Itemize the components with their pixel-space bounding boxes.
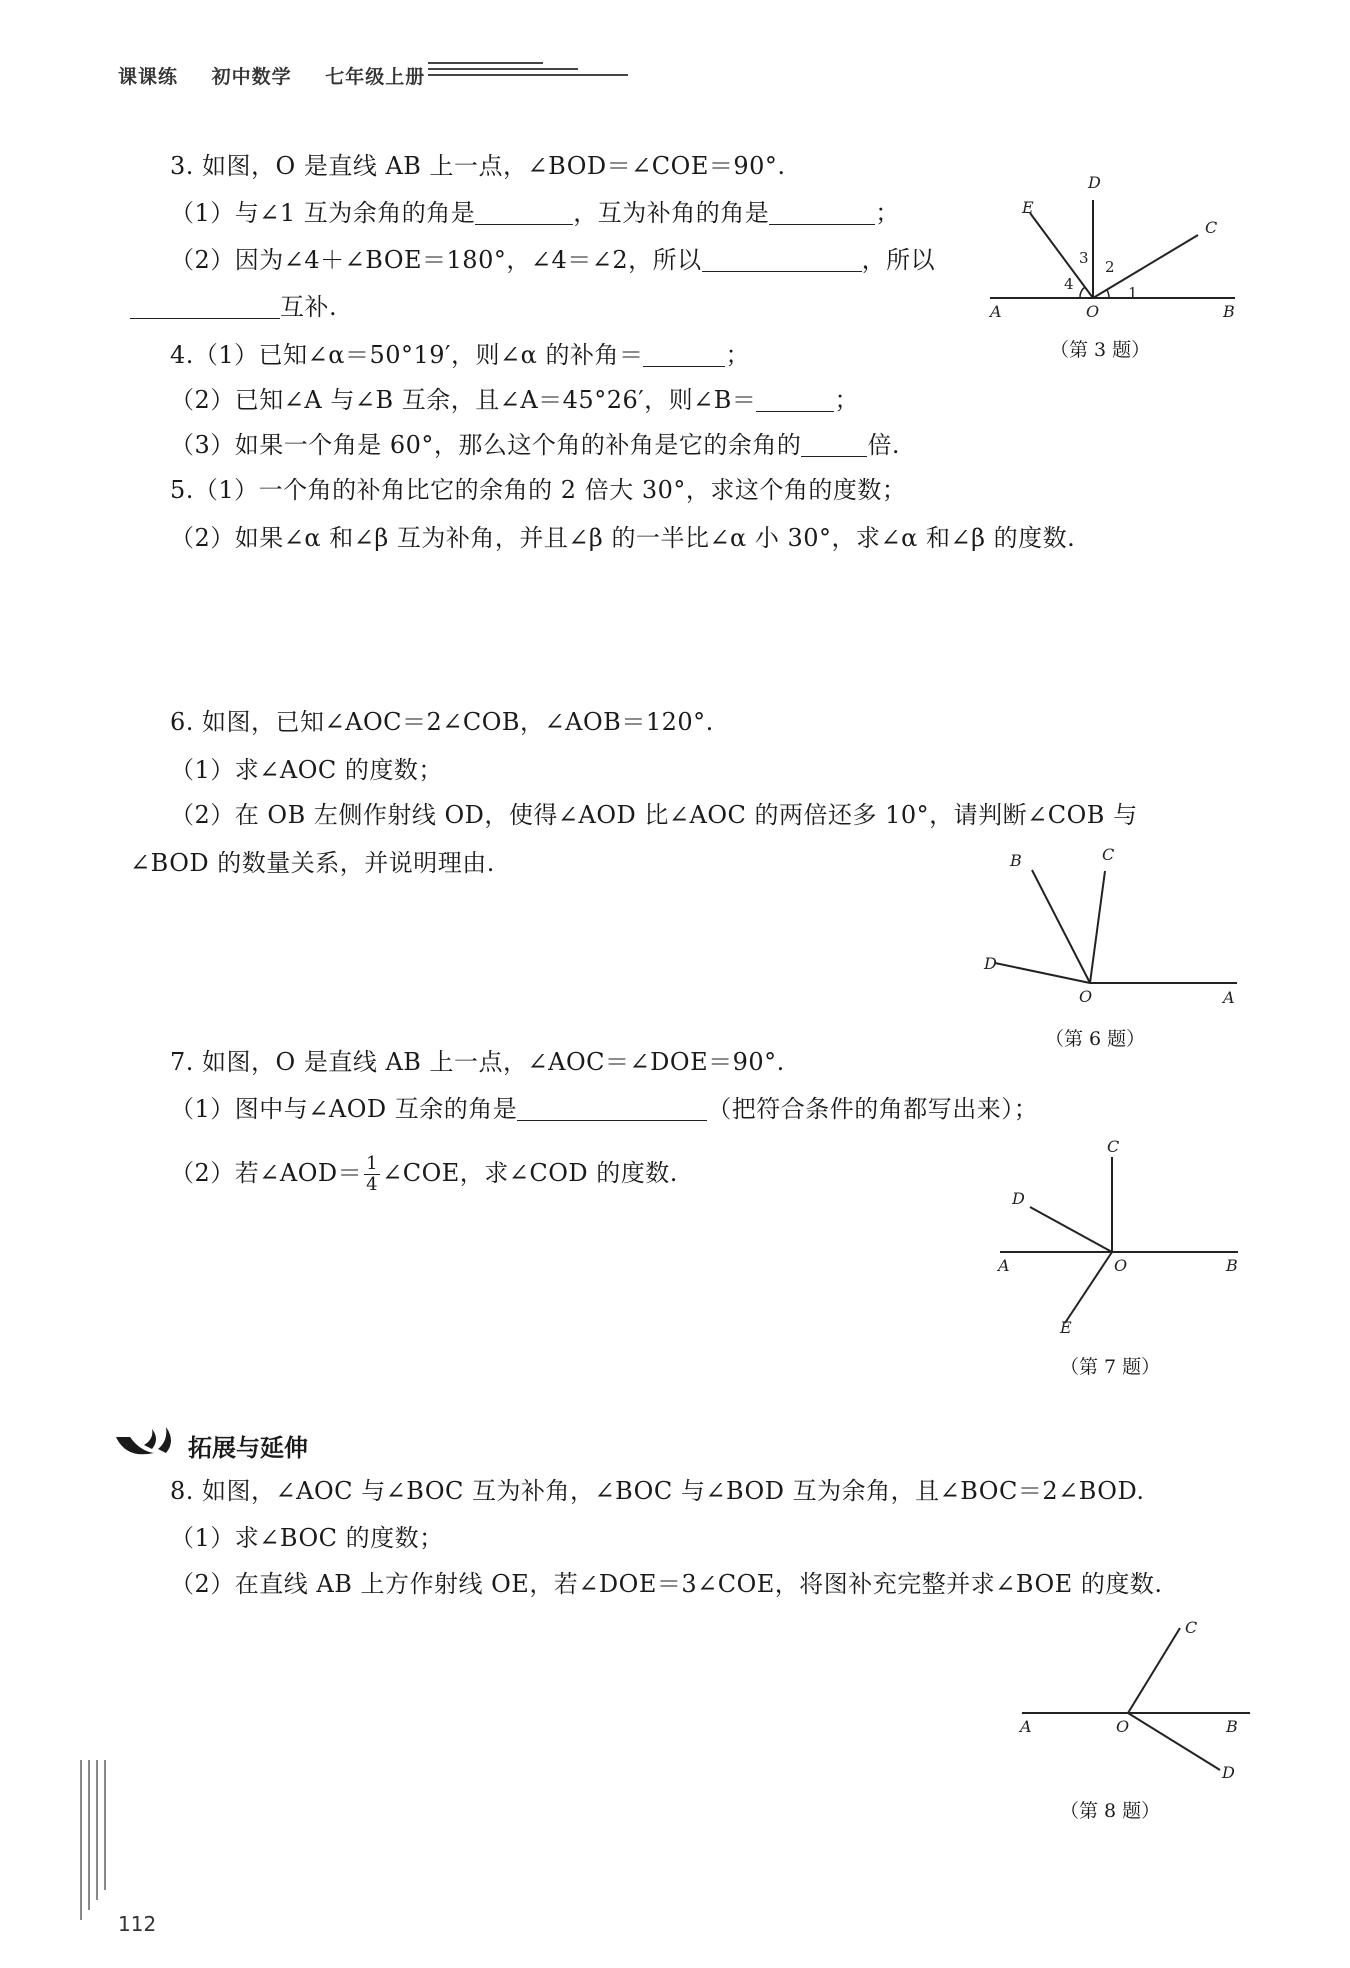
header-rule	[428, 62, 628, 86]
q7-blank-1[interactable]	[517, 1098, 707, 1121]
q3-blank-2[interactable]	[769, 202, 875, 225]
q8-caption: （第 8 题）	[1060, 1800, 1161, 1822]
q3-figure	[980, 165, 1250, 325]
q8-label-o: O	[1116, 1717, 1130, 1736]
q3-label-b: B	[1223, 302, 1235, 321]
q3-blank-3[interactable]	[702, 249, 862, 272]
book-subject: 初中数学	[211, 66, 292, 88]
q4-part2-b: ；	[834, 386, 859, 414]
q8-label-d: D	[1222, 1763, 1235, 1782]
q4-blank-3[interactable]	[801, 434, 867, 457]
q4-part1-b: ；	[725, 341, 750, 369]
q3-angle-3: 3	[1079, 249, 1089, 267]
q6-ray-od	[995, 963, 1090, 983]
q7-fraction-den: 4	[366, 1174, 379, 1195]
q3-part2-a: （2）因为∠4＋∠BOE＝180°，∠4＝∠2，所以	[170, 246, 702, 274]
q7-label-b: B	[1226, 1256, 1238, 1275]
book-title: 课课练	[118, 66, 179, 88]
book-header	[118, 62, 451, 89]
q3-part1-b: ，互为补角的角是	[573, 199, 770, 227]
q3-angle-4: 4	[1064, 275, 1074, 293]
q6-label-a: A	[1223, 988, 1235, 1007]
q3-label-e: E	[1022, 198, 1034, 217]
q3-blank-4[interactable]	[130, 296, 280, 319]
q3-part2-cont	[130, 291, 337, 323]
q4-part3	[170, 429, 900, 461]
q7-part2-a: （2）若∠AOD＝	[170, 1159, 363, 1187]
q3-stem: 3. 如图，O 是直线 AB 上一点，∠BOD＝∠COE＝90°.	[170, 152, 786, 180]
q8-ray-od	[1128, 1713, 1220, 1770]
q4-blank-2[interactable]	[756, 389, 834, 412]
q3-blank-1[interactable]	[475, 202, 573, 225]
q5-part1: 5.（1）一个角的补角比它的余角的 2 倍大 30°，求这个角的度数；	[170, 476, 907, 504]
q7-fraction	[364, 1154, 380, 1195]
q7-figure	[990, 1135, 1250, 1340]
q3-part2-b: ，所以	[861, 246, 936, 274]
q7-label-d: D	[1012, 1189, 1025, 1208]
page-number: 112	[118, 1912, 157, 1936]
q4-part2-a: （2）已知∠A 与∠B 互余，且∠A＝45°26′，则∠B＝	[170, 386, 757, 414]
q3-angle-1: 1	[1128, 284, 1138, 302]
q3-part1-a: （1）与∠1 互为余角的角是	[170, 199, 476, 227]
q7-part1-b: （把符合条件的角都写出来）；	[707, 1095, 1039, 1123]
q7-part1-a: （1）图中与∠AOD 互余的角是	[170, 1095, 518, 1123]
q7-label-e: E	[1060, 1318, 1072, 1337]
q6-label-c: C	[1102, 845, 1115, 864]
q8-stem: 8. 如图，∠AOC 与∠BOC 互为补角，∠BOC 与∠BOD 互为余角，且∠BOC＝2∠BOD.	[170, 1477, 1145, 1505]
q5-part2: （2）如果∠α 和∠β 互为补角，并且∠β 的一半比∠α 小 30°，求∠α 和∠β 的度数.	[170, 524, 1076, 552]
section-logo-icon	[110, 1423, 186, 1463]
q7-part2	[170, 1154, 678, 1195]
q4-part1-a: 4.（1）已知∠α＝50°19′，则∠α 的补角＝	[170, 341, 644, 369]
q6-label-o: O	[1079, 987, 1093, 1006]
q6-stem: 6. 如图，已知∠AOC＝2∠COB，∠AOB＝120°.	[170, 708, 714, 736]
q4-part3-a: （3）如果一个角是 60°，那么这个角的补角是它的余角的	[170, 431, 802, 459]
q4-part3-b: 倍.	[867, 431, 901, 459]
q8-part2: （2）在直线 AB 上方作射线 OE，若∠DOE＝3∠COE，将图补充完整并求∠BOE 的度数.	[170, 1570, 1163, 1598]
q8-figure	[1010, 1610, 1260, 1790]
q6-figure	[975, 845, 1245, 1015]
q6-part2: （2）在 OB 左侧作射线 OD，使得∠AOD 比∠AOC 的两倍还多 10°，请判断∠COB 与	[170, 801, 1138, 829]
book-grade: 七年级上册	[325, 66, 426, 88]
q6-caption: （第 6 题）	[1045, 1028, 1146, 1050]
q4-part2	[170, 384, 859, 416]
q4-part1	[170, 339, 750, 371]
q3-part1	[170, 197, 900, 229]
q7-label-o: O	[1114, 1256, 1128, 1275]
section-title: 拓展与延伸	[188, 1434, 308, 1462]
q3-part2	[170, 244, 935, 276]
q8-label-a: A	[1020, 1717, 1032, 1736]
q7-ray-oe	[1065, 1252, 1112, 1323]
q8-label-b: B	[1226, 1717, 1238, 1736]
q8-part1: （1）求∠BOC 的度数；	[170, 1524, 444, 1552]
q3-arc-4	[1080, 287, 1085, 298]
q7-part1	[170, 1093, 1038, 1125]
q3-caption: （第 3 题）	[1050, 339, 1151, 361]
q6-part2-cont: ∠BOD 的数量关系，并说明理由.	[130, 849, 495, 877]
q3-label-c: C	[1205, 218, 1218, 237]
q6-ray-ob	[1032, 870, 1090, 983]
q7-stem: 7. 如图，O 是直线 AB 上一点，∠AOC＝∠DOE＝90°.	[170, 1048, 785, 1076]
q7-fraction-num: 1	[366, 1153, 379, 1174]
q6-ray-oc	[1090, 871, 1105, 983]
q7-label-a: A	[998, 1256, 1010, 1275]
q7-caption: （第 7 题）	[1060, 1356, 1161, 1378]
q3-angle-2: 2	[1105, 258, 1115, 276]
q3-part1-c: ；	[875, 199, 900, 227]
q8-ray-oc	[1128, 1628, 1180, 1713]
q6-label-b: B	[1010, 851, 1022, 870]
q3-label-o: O	[1086, 302, 1100, 321]
q3-arc-1	[1107, 290, 1109, 298]
q3-part2-c: 互补.	[280, 293, 338, 321]
q7-label-c: C	[1107, 1137, 1120, 1156]
q7-part2-b: ∠COE，求∠COD 的度数.	[382, 1159, 678, 1187]
q4-blank-1[interactable]	[643, 344, 725, 367]
q7-ray-od	[1030, 1207, 1112, 1252]
q3-label-a: A	[990, 302, 1002, 321]
q3-label-d: D	[1088, 173, 1101, 192]
q8-label-c: C	[1185, 1618, 1198, 1637]
q6-label-d: D	[984, 954, 997, 973]
q6-part1: （1）求∠AOC 的度数；	[170, 756, 443, 784]
